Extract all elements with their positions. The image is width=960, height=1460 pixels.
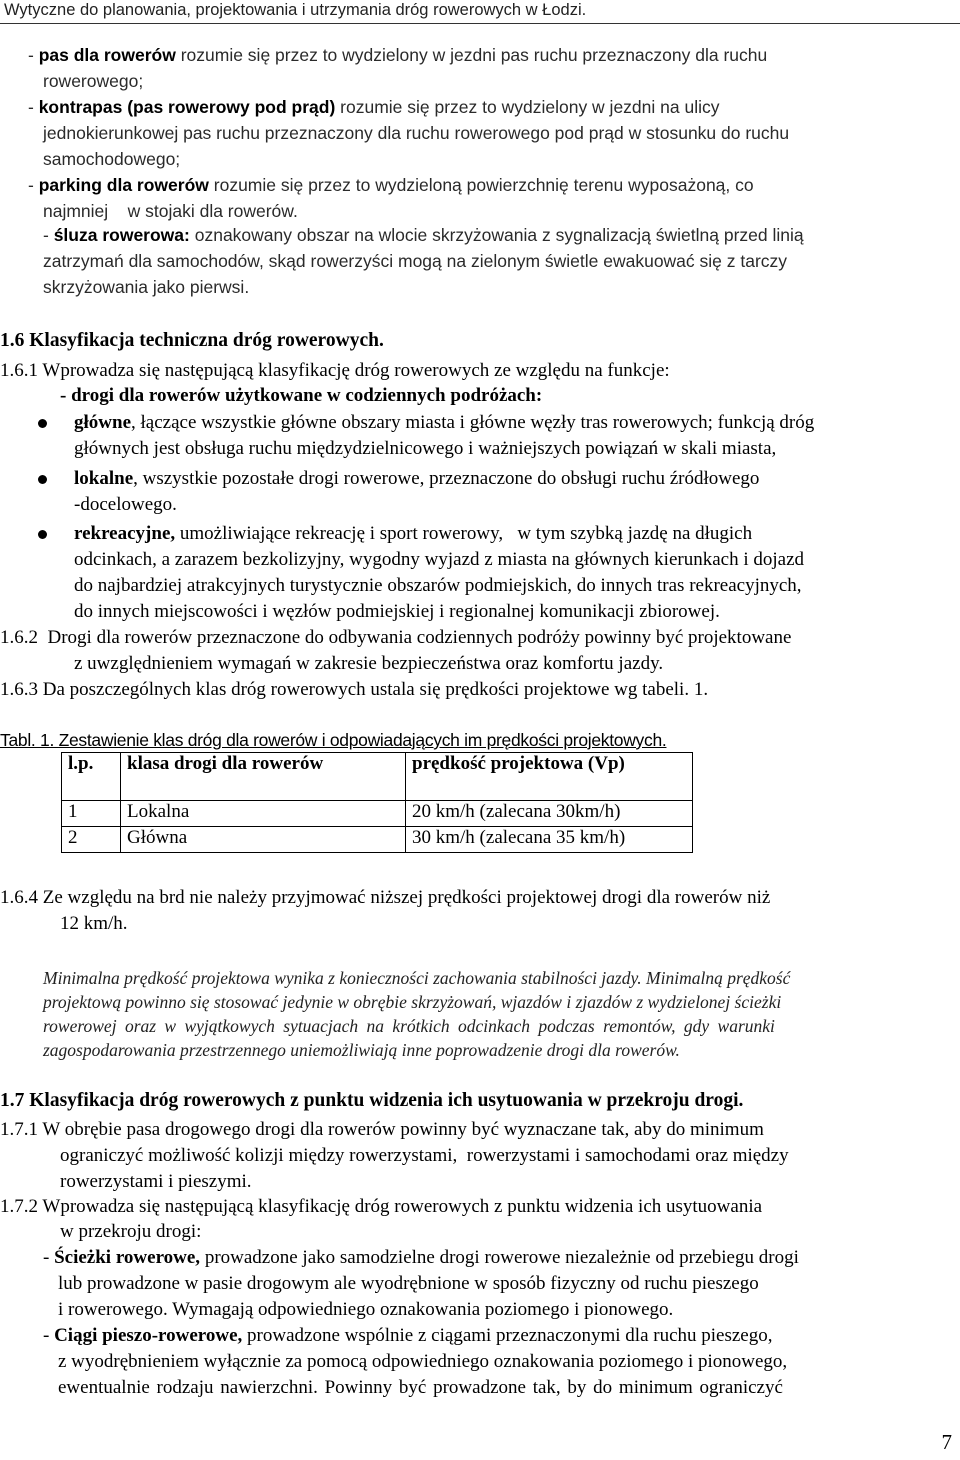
paragraph-line: rowerzystami i pieszymi. (60, 1171, 252, 1192)
definition-pas-dla-rowerow: - pas dla rowerów rozumie się przez to wydzielony w jezdni pas ruchu przeznaczony dla ruchu (28, 45, 768, 65)
table-row (62, 827, 693, 853)
section-heading-1-6: 1.6 Klasyfikacja techniczna dróg rowerowych. (0, 330, 384, 351)
paragraph-1-6-1: 1.6.1 Wprowadza się następującą klasyfikację dróg rowerowych ze względu na funkcje: (0, 360, 670, 381)
item-line: ewentualnie rodzaju nawierzchni. Powinny być prowadzone tak, by do minimum ograniczyć (58, 1377, 783, 1398)
paragraph-1-7-1: 1.7.1 W obrębie pasa drogowego drogi dla rowerów powinny być wyznaczane tak, aby do minimum (0, 1119, 764, 1140)
bullet-icon (38, 419, 47, 428)
table-header-cell: l.p. (62, 753, 121, 801)
section-heading-1-7: 1.7 Klasyfikacja dróg rowerowych z punktu widzenia ich usytuowania w przekroju drogi. (0, 1090, 744, 1111)
definition-line: zatrzymań dla samochodów, skąd rowerzyści mogą na zielonym świetle ewakuować się z tarczy (43, 251, 788, 271)
definition-sluza: - śluza rowerowa: oznakowany obszar na wlocie skrzyżowania z sygnalizacją świetlną przed linią (43, 225, 804, 245)
item-line: i rowerowego. Wymagają odpowiedniego oznakowania poziomego i pionowego. (58, 1299, 674, 1320)
bullet-line: do innych miejscowości i węzłów podmiejskiej i regionalnej komunikacji zbiorowej. (74, 601, 720, 622)
definition-line: najmniej w stojaki dla rowerów. (43, 201, 298, 221)
definition-line: jednokierunkowej pas ruchu przeznaczony dla ruchu rowerowego pod prąd w stosunku do ruchu (43, 123, 790, 143)
note-line: zagospodarowania przestrzennego uniemożliwiają inne poprowadzenie drogi dla rowerów. (43, 1040, 680, 1060)
table-cell: 20 km/h (zalecana 30km/h) (406, 801, 693, 827)
paragraph-1-7-2: 1.7.2 Wprowadza się następującą klasyfikację dróg rowerowych z punktu widzenia ich usytuowania (0, 1196, 763, 1217)
note-line: projektową powinno się stosować jedynie w obrębie skrzyżowań, wjazdów i zjazdów z wydzielonej ścieżki (43, 992, 782, 1012)
bullet-line: odcinkach, a zarazem bezkolizyjny, wygodny wyjazd z miasta na głównych kierunkach i dojazd (74, 549, 804, 570)
item-line: lub prowadzone w pasie drogowym ale wyodrębnione w sposób fizyczny od ruchu pieszego (58, 1273, 759, 1294)
bullet-item-rekreacyjne: rekreacyjne, umożliwiające rekreację i sport rowerowy, w tym szybką jazdę na długich (74, 523, 753, 544)
definition-parking: - parking dla rowerów rozumie się przez to wydzieloną powierzchnię terenu wyposażoną, co (28, 175, 754, 195)
definition-line: skrzyżowania jako pierwsi. (43, 277, 250, 297)
item-ciagi-pieszo-rowerowe: - Ciągi pieszo-rowerowe, prowadzone wspólnie z ciągami przeznaczonymi dla ruchu pieszego, (43, 1325, 773, 1346)
speed-class-table (61, 752, 693, 853)
table-header-cell: klasa drogi dla rowerów (121, 753, 406, 801)
paragraph-line: z uwzględnieniem wymagań w zakresie bezpieczeństwa oraz komfortu jazdy. (74, 653, 664, 674)
definition-line: samochodowego; (43, 149, 181, 169)
bullet-line: głównych jest obsługa ruchu międzydzielnicowego i ważniejszych powiązań w skali miasta, (74, 438, 777, 459)
table-cell: 1 (62, 801, 121, 827)
paragraph-line: ograniczyć możliwość kolizji między rowerzystami, rowerzystami i samochodami oraz między (60, 1145, 789, 1166)
table-row (62, 801, 693, 827)
table-header-cell: prędkość projektowa (Vp) (406, 753, 693, 801)
page-number: 7 (941, 1430, 952, 1454)
header-divider (0, 23, 960, 24)
table-caption: Tabl. 1. Zestawienie klas dróg dla rowerów i odpowiadających im prędkości projektowych. (0, 730, 667, 750)
road-category-subheading: - drogi dla rowerów użytkowane w codziennych podróżach: (60, 385, 543, 406)
bullet-icon (38, 475, 47, 484)
paragraph-1-6-3: 1.6.3 Da poszczególnych klas dróg rowerowych ustala się prędkości projektowe wg tabeli. 1. (0, 679, 709, 700)
definition-line: rowerowego; (43, 71, 144, 91)
definition-kontrapas: - kontrapas (pas rowerowy pod prąd) rozumie się przez to wydzielony w jezdni na ulicy (28, 97, 720, 117)
bullet-icon (38, 530, 47, 539)
bullet-line: -docelowego. (74, 494, 177, 515)
paragraph-1-6-2: 1.6.2 Drogi dla rowerów przeznaczone do odbywania codziennych podróży powinny być projektowane (0, 627, 792, 648)
table-cell: Główna (121, 827, 406, 853)
item-line: z wyodrębnieniem wyłącznie za pomocą odpowiedniego oznakowania poziomego i pionowego, (58, 1351, 788, 1372)
note-line: Minimalna prędkość projektowa wynika z konieczności zachowania stabilności jazdy. Minimalną prędkość (43, 968, 791, 988)
table-cell: 2 (62, 827, 121, 853)
paragraph-line: 12 km/h. (60, 913, 128, 934)
bullet-item-lokalne: lokalne, wszystkie pozostałe drogi rowerowe, przeznaczone do obsługi ruchu źródłowego (74, 468, 760, 489)
running-header: Wytyczne do planowania, projektowania i utrzymania dróg rowerowych w Łodzi. (4, 1, 587, 19)
note-line: rowerowej oraz w wyjątkowych sytuacjach na krótkich odcinkach podczas remontów, gdy warunki (43, 1016, 775, 1036)
paragraph-line: w przekroju drogi: (60, 1221, 202, 1242)
bullet-item-glowne: główne, łączące wszystkie główne obszary miasta i główne węzły tras rowerowych; funkcją dróg (74, 412, 815, 433)
paragraph-1-6-4: 1.6.4 Ze względu na brd nie należy przyjmować niższej prędkości projektowej drogi dla rowerów niż (0, 887, 771, 908)
item-sciezki-rowerowe: - Ścieżki rowerowe, prowadzone jako samodzielne drogi rowerowe niezależnie od przebiegu drogi (43, 1247, 799, 1268)
table-cell: Lokalna (121, 801, 406, 827)
table-header-row (62, 753, 693, 801)
table-cell: 30 km/h (zalecana 35 km/h) (406, 827, 693, 853)
bullet-line: do najbardziej atrakcyjnych turystycznie obszarów podmiejskich, do innych tras rekreacyjnych, (74, 575, 802, 596)
